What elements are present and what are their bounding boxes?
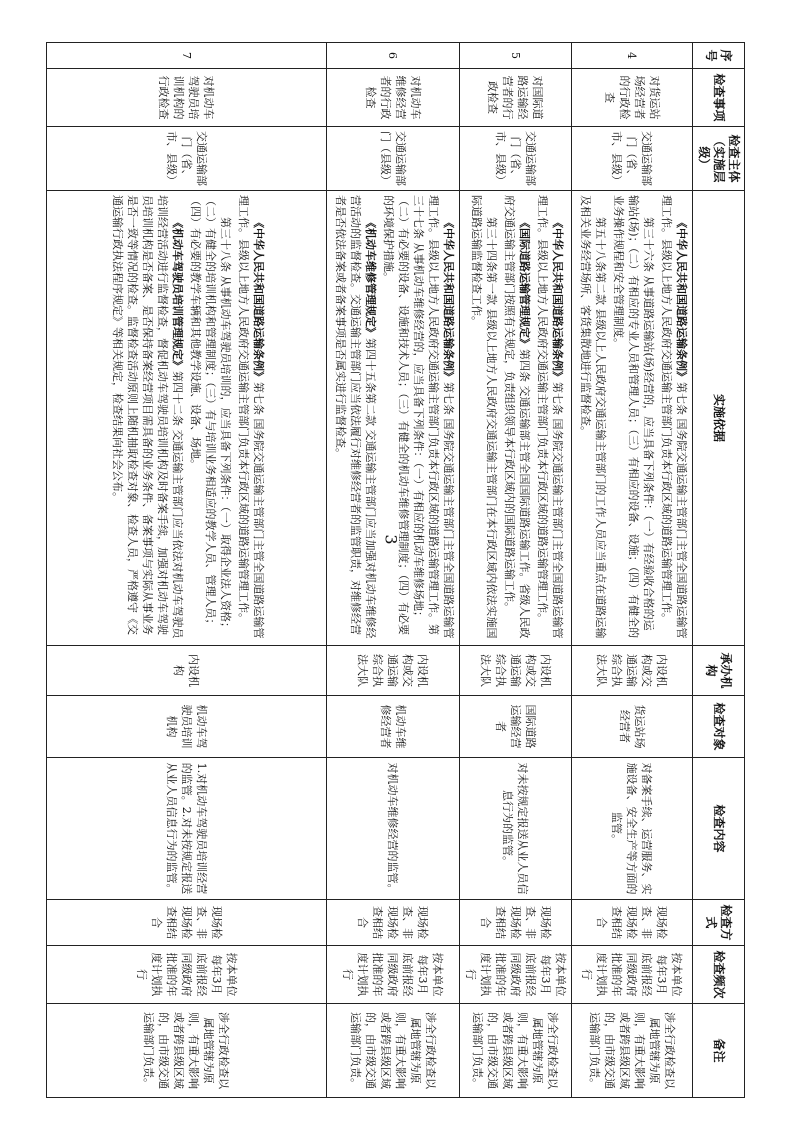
basis-paragraph <box>578 195 608 641</box>
basis-paragraph <box>381 195 456 641</box>
header-remarks: 备注 <box>693 1004 745 1098</box>
row-subject: 交通运输部门（省、市、县级） <box>460 127 572 191</box>
row-content: 1.对机动车驾驶员培训经营的监管。2.对未按规定报送从业人员信息行为的监管。 <box>47 758 327 900</box>
law-title: 《机动车维修管理规定》 <box>364 217 377 338</box>
rotated-table-container <box>111 42 745 1097</box>
law-title: 《国际道路运输管理规定》 <box>518 217 531 349</box>
row-basis <box>327 191 460 646</box>
header-basis: 实施依据 <box>693 191 745 646</box>
basis-paragraph <box>236 195 266 641</box>
row-frequency: 按本单位每年3月底前报经同级政府批准的年度计划执行 <box>460 946 572 1004</box>
row-subject: 交通运输部门（县级） <box>327 127 460 191</box>
basis-paragraph <box>333 195 378 641</box>
law-title: 《中华人民共和国道路运输条例》 <box>442 217 455 382</box>
basis-paragraph <box>611 195 656 641</box>
row-no: 7 <box>47 43 327 69</box>
basis-paragraph <box>110 195 185 641</box>
row-target: 货运站场经营者 <box>572 696 693 758</box>
row-target: 机动车维修经营者 <box>327 696 460 758</box>
law-text: 第七条 国务院交通运输主管部门主管全国道路运输管理工作。县级以上地方人民政府交通运输主管部门负责本行政区域的道路运输管理工作。 <box>660 195 688 639</box>
row-method: 现场检查、非现场检查相结合 <box>460 900 572 946</box>
header-frequency: 检查频次 <box>693 946 745 1004</box>
row-remarks: 涉全行政检查以属地管辖为原则，有重大影响或者跨县级区域的，由市级交通运输部门负责。 <box>47 1004 327 1098</box>
row-item: 对机动车驾驶员培训机构的行政检查 <box>47 69 327 127</box>
table-row <box>572 43 693 1098</box>
row-agency: 内设机构或交通运输综合执法大队 <box>327 646 460 696</box>
row-agency: 内设机构或交通运输综合执法大队 <box>572 646 693 696</box>
law-title: 《中华人民共和国道路运输条例》 <box>252 217 265 382</box>
law-text: 第四条 交通运输部主管全国国际道路运输工作。省级人民政府交通运输主管部门按照有关规定，负责组织领导本行政区域内的国际道路运输工作。 <box>503 195 531 639</box>
law-text: 第五十八条第二款 县级以上人民政府交通运输主管部门的工作人员应当重点在道路运输及相关业务经营场所、客货集散地进行监督检查。 <box>579 195 607 639</box>
header-row <box>693 43 745 1098</box>
row-method: 现场检查、非现场检查相结合 <box>327 900 460 946</box>
law-text: 第七条 国务院交通运输主管部门主管全国道路运输管理工作。县级以上地方人民政府交通运输主管部门负责本行政区域的道路运输管理工作。 <box>237 195 265 639</box>
basis-paragraph <box>469 195 499 641</box>
row-basis <box>460 191 572 646</box>
row-agency: 内设机构或交通运输综合执法大队 <box>460 646 572 696</box>
table-row <box>460 43 572 1098</box>
basis-paragraph <box>188 195 233 641</box>
law-text: 第七条 国务院交通运输主管部门主管全国道路运输管理工作。县级以上地方人民政府交通运输主管部门负责本行政区域的道路运输管理工作。 <box>536 195 564 639</box>
basis-paragraph <box>535 195 565 641</box>
basis-paragraph <box>502 195 532 641</box>
row-frequency: 按本单位每年3月底前报经同级政府批准的年度计划执行 <box>327 946 460 1004</box>
header-content: 检查内容 <box>693 758 745 900</box>
basis-paragraph <box>659 195 689 641</box>
header-agency: 承办机构 <box>693 646 745 696</box>
row-method: 现场检查、非现场检查相结合 <box>47 900 327 946</box>
row-no: 4 <box>572 43 693 69</box>
row-basis <box>572 191 693 646</box>
header-no: 序号 <box>693 43 745 69</box>
row-content: 对未按规定报送从业人员信息行为的监管。 <box>460 758 572 900</box>
row-target: 机动车驾驶员培训机构 <box>47 696 327 758</box>
row-agency: 内设机构 <box>47 646 327 696</box>
row-remarks: 涉全行政检查以属地管辖为原则，有重大影响或者跨县级区域的，由市级交通运输部门负责。 <box>572 1004 693 1098</box>
page-number: 3 <box>381 534 401 545</box>
law-text: 第七条 国务院交通运输主管部门主管全国道路运输管理工作。县级以上地方人民政府交通运输主管部门负责本行政区域的道路运输管理工作。第三十七条 从事机动车维修经营的，应当具备下列条件：（一）有相应的机动车维修场地；（二）有必要的设备、设施和技术人员；（三）有健全的机动车维修管理制度；（四）有必要的环境保护措施。 <box>382 195 455 639</box>
law-title: 《中华人民共和国道路运输条例》 <box>551 217 564 382</box>
law-text: 第四十五条第二款 交通运输主管部门应当加强对机动车维修经营活动的监督检查。交通运输主管部门应当依法履行对维修经营者的监管职责，对维修经营者是否依法备案或者备案事项是否属实进行监督检查。 <box>334 195 377 639</box>
row-subject: 交通运输部门（省、市、县级） <box>47 127 327 191</box>
header-subject: 检查主体（实施层级） <box>693 127 745 191</box>
law-text: 第三十六条 从事道路运输站(场)经营的，应当具备下列条件：（一）有经验收合格的运输站(场)；（二）有相应的专业人员和管理人员；（三）有相应的设备、设施；（四）有健全的业务操作规程和安全管理制度。 <box>612 195 655 639</box>
law-text: 第三十四条第一款 县级以上地方人民政府交通运输主管部门在本行政区域内依法实施国际道路运输监督检查工作。 <box>470 195 498 639</box>
row-remarks: 涉全行政检查以属地管辖为原则，有重大影响或者跨县级区域的，由市级交通运输部门负责。 <box>327 1004 460 1098</box>
row-subject: 交通运输部门（省、市、县级） <box>572 127 693 191</box>
row-target: 国际道路运输经营者 <box>460 696 572 758</box>
law-text: 第四十二条 交通运输主管部门应当依法对机动车驾驶员培训经营活动进行监督检查，督促机动车驾驶员培训机构及时备案手续，加强对机动车驾驶员培训机构是否备案、是否保持备案经营项目需具备的业务条件、备案事项与实际从事业务是否一致等情况的检查。监督检查活动原则上随机抽取检查对象、检查人员，严格遵守《交通运输行政执法程序规定》等相关规定，检查结果向社会公布。 <box>111 195 184 639</box>
law-title: 《机动车驾驶员培训管理规定》 <box>171 217 184 371</box>
inspection-table <box>46 42 745 1098</box>
row-item: 对国际道路运输经营者的行政检查 <box>460 69 572 127</box>
row-no: 5 <box>460 43 572 69</box>
row-frequency: 按本单位每年3月底前报经同级政府批准的年度计划执行 <box>47 946 327 1004</box>
header-item: 检查事项 <box>693 69 745 127</box>
row-item: 对货运站场经营者的行政检查 <box>572 69 693 127</box>
law-text: 第三十八条 从事机动车驾驶员培训的，应当具备下列条件：（一）取得企业法人资格；（二）有健全的培训机构和管理制度；（三）有与培训业务相适应的教学人员、管理人员；（四）有必要的教学车辆和其他教学设施、设备、场地。 <box>189 195 232 633</box>
row-no: 6 <box>327 43 460 69</box>
header-target: 检查对象 <box>693 696 745 758</box>
row-method: 现场检查、非现场检查相结合 <box>572 900 693 946</box>
row-content: 对机动车维修经营的监管。 <box>327 758 460 900</box>
row-remarks: 涉全行政检查以属地管辖为原则，有重大影响或者跨县级区域的，由市级交通运输部门负责。 <box>460 1004 572 1098</box>
table-row <box>327 43 460 1098</box>
law-title: 《中华人民共和国道路运输条例》 <box>675 217 688 382</box>
row-item: 对机动车维修经营者的行政检查 <box>327 69 460 127</box>
table-body <box>47 43 693 1098</box>
row-content: 对备案手续、运营服务、实施设备、安全生产等方面的监管。 <box>572 758 693 900</box>
table-row <box>47 43 327 1098</box>
header-method: 检查方式 <box>693 900 745 946</box>
row-frequency: 按本单位每年3月底前报经同级政府批准的年度计划执行 <box>572 946 693 1004</box>
row-basis <box>47 191 327 646</box>
